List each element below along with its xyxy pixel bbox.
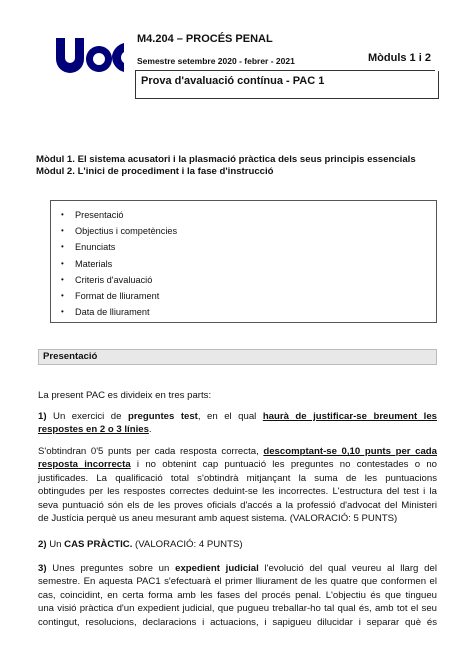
bullet-icon: • bbox=[61, 258, 64, 268]
modules-label: Mòduls 1 i 2 bbox=[368, 52, 431, 64]
toc-item: • Enunciats bbox=[61, 239, 177, 255]
part2-paragraph: 2) Un CAS PRÀCTIC. (VALORACIÓ: 4 PUNTS) bbox=[38, 539, 243, 550]
module-1-line: Mòdul 1. El sistema acusatori i la plasmació pràctica dels seus principis essencials bbox=[36, 154, 416, 165]
bullet-icon: • bbox=[61, 210, 64, 219]
part3-paragraph: 3) Unes preguntes sobre un expedient judicial l'evolució del qual veureu al llarg del semestre. En aquesta PAC1 s'efectuarà el primer lliurament de les quatre que conformen el cas, coincidint, en certa forma amb les fases del procés penal. L'objectiu és que tingueu una visió pràctica d'un expedient judicial, que pugueu treballar-ho tal qual és, amb tot el seu contingut, resolucions, declaracions i actuacions, i sapigueu dilucidar i separar què és bbox=[38, 563, 437, 628]
toc-item: • Format de lliurament bbox=[61, 288, 177, 304]
module-2-line: Mòdul 2. L'inici de procediment i la fase d'instrucció bbox=[36, 166, 274, 177]
bullet-icon: • bbox=[61, 226, 64, 236]
section-header bbox=[38, 349, 437, 365]
semester-text: Semestre setembre 2020 - febrer - 2021 bbox=[137, 56, 295, 66]
pac-title-box bbox=[135, 71, 439, 99]
toc-list bbox=[61, 207, 177, 320]
bullet-icon: • bbox=[61, 274, 64, 284]
part1-paragraph: 1) Un exercici de preguntes test, en el qual haurà de justificar-se breument les respostes en 2 o 3 línies. bbox=[38, 411, 437, 436]
toc-item: • Criteris d'avaluació bbox=[61, 272, 177, 288]
bullet-icon: • bbox=[61, 307, 64, 317]
course-title: M4.204 – PROCÉS PENAL bbox=[137, 33, 273, 45]
pac-title: Prova d'avaluació contínua - PAC 1 bbox=[141, 75, 325, 87]
bullet-icon: • bbox=[61, 242, 64, 252]
table-of-contents bbox=[50, 200, 437, 323]
toc-item: • Presentació bbox=[61, 207, 177, 223]
section-title: Presentació bbox=[43, 351, 98, 362]
intro-paragraph: La present PAC es divideix en tres parts: bbox=[38, 390, 212, 401]
uoc-logo bbox=[54, 36, 124, 76]
bullet-icon: • bbox=[61, 290, 64, 300]
toc-item: • Data de lliurament bbox=[61, 304, 177, 320]
toc-item: • Objectius i competències bbox=[61, 223, 177, 239]
toc-item: • Materials bbox=[61, 256, 177, 272]
scoring-paragraph: S'obtindran 0'5 punts per cada resposta correcta, descomptant-se 0,10 punts per cada resposta incorrecta i no obtenint cap puntuació les preguntes no contestades o no justificades. La qualificació total s'obtindrà mitjançant la suma de les puntuacions obtingudes per les respostes correctes deduint-se les incorrectes. L'estructura del test i la seva puntuació són els de les proves oficials d'accés a la professió d'advocat del Ministeri de Justícia perquè us aneu mesurant amb aquest sistema. (VALORACIÓ: 5 PUNTS) bbox=[38, 446, 438, 525]
